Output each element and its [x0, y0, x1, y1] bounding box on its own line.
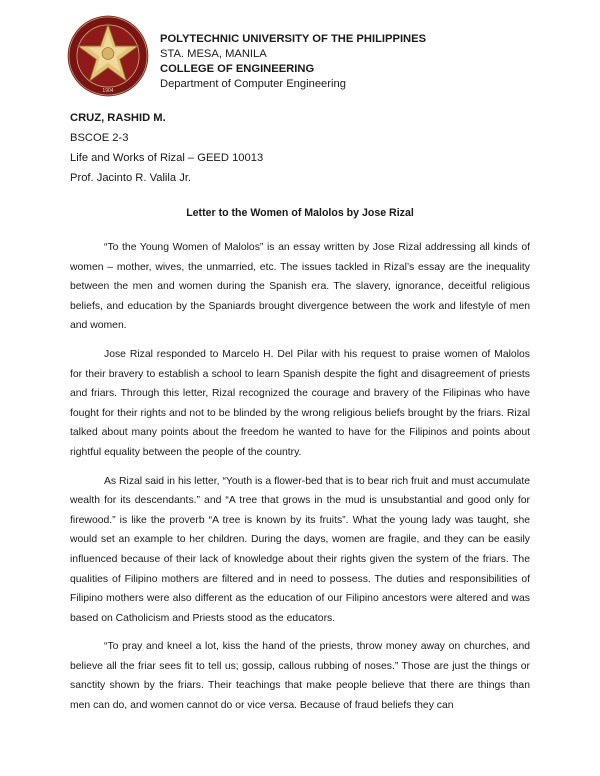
body-paragraph: “To the Young Women of Malolos” is an essay written by Jose Rizal addressing all kinds of women – mother, wives, the unmarried, etc. The issues tackled in Rizal’s essay are the inequality between the men and women during the Spanish era. The slavery, ignorance, deceitful religious beliefs, and education by the Spaniards brought divergence between the work and lifestyle of men and women.: [70, 242, 530, 332]
professor-name: Prof. Jacinto R. Valila Jr.: [70, 172, 192, 184]
body-paragraph: Jose Rizal responded to Marcelo H. Del Pilar with his request to praise women of Malolos for their bravery to establish a school to learn Spanish despite the fight and disagreement of priests and friars. Through this letter, Rizal recognized the courage and bravery of the Filipinas who have fought for their rights and not to be blinded by the wrong religious beliefs brought by the friars. Rizal talked about many points about the freedom he wanted to have for the Filipinos and points about rightful equality between the people of the country.: [70, 348, 530, 458]
body-paragraph: As Rizal said in his letter, “Youth is a flower-bed that is to bear rich fruit and must accumulate wealth for its descendants.” and “A tree that grows in the mud is unsubstantial and good only for firewood.” is like the proverb “A tree is known by its fruits”. What the young lady was taught, she would set an example to her children. During the days, women are fragile, and they can be easily influenced because of their lack of knowledge about their rights given the system of the friars. The qualities of Filipino mothers are filtered and in need to possess. The duties and responsibilities of Filipino mothers were also different as the education of our Filipino ancestors were altered and was based on Catholicism and Priests stood as the educators.: [70, 475, 530, 624]
document-title: Letter to the Women of Malolos by Jose Rizal: [186, 207, 414, 219]
university-name: POLYTECHNIC UNIVERSITY OF THE PHILIPPINES: [160, 33, 427, 45]
body-paragraph: “To pray and kneel a lot, kiss the hand of the priests, throw money away on churches, and believe all the friar sees fit to tell us; gossip, callous rubbing of noses.” Those are just the things or sanctity shown by the friars. Their teachings that make people believe that there are things than men can do, and women cannot do or vice versa. Because of fraud beliefs they can: [70, 641, 530, 712]
student-name: CRUZ, RASHID M.: [70, 112, 166, 124]
course-title: Life and Works of Rizal – GEED 10013: [70, 152, 264, 164]
university-seal-icon: [66, 14, 150, 98]
campus-location: STA. MESA, MANILA: [160, 48, 267, 60]
document-body: [70, 238, 530, 725]
college-name: COLLEGE OF ENGINEERING: [160, 63, 315, 75]
student-section: BSCOE 2-3: [70, 132, 129, 144]
seal-year: 1904: [102, 88, 114, 95]
department-name: Department of Computer Engineering: [160, 78, 346, 90]
student-info: [70, 108, 263, 188]
letterhead: [160, 32, 426, 92]
